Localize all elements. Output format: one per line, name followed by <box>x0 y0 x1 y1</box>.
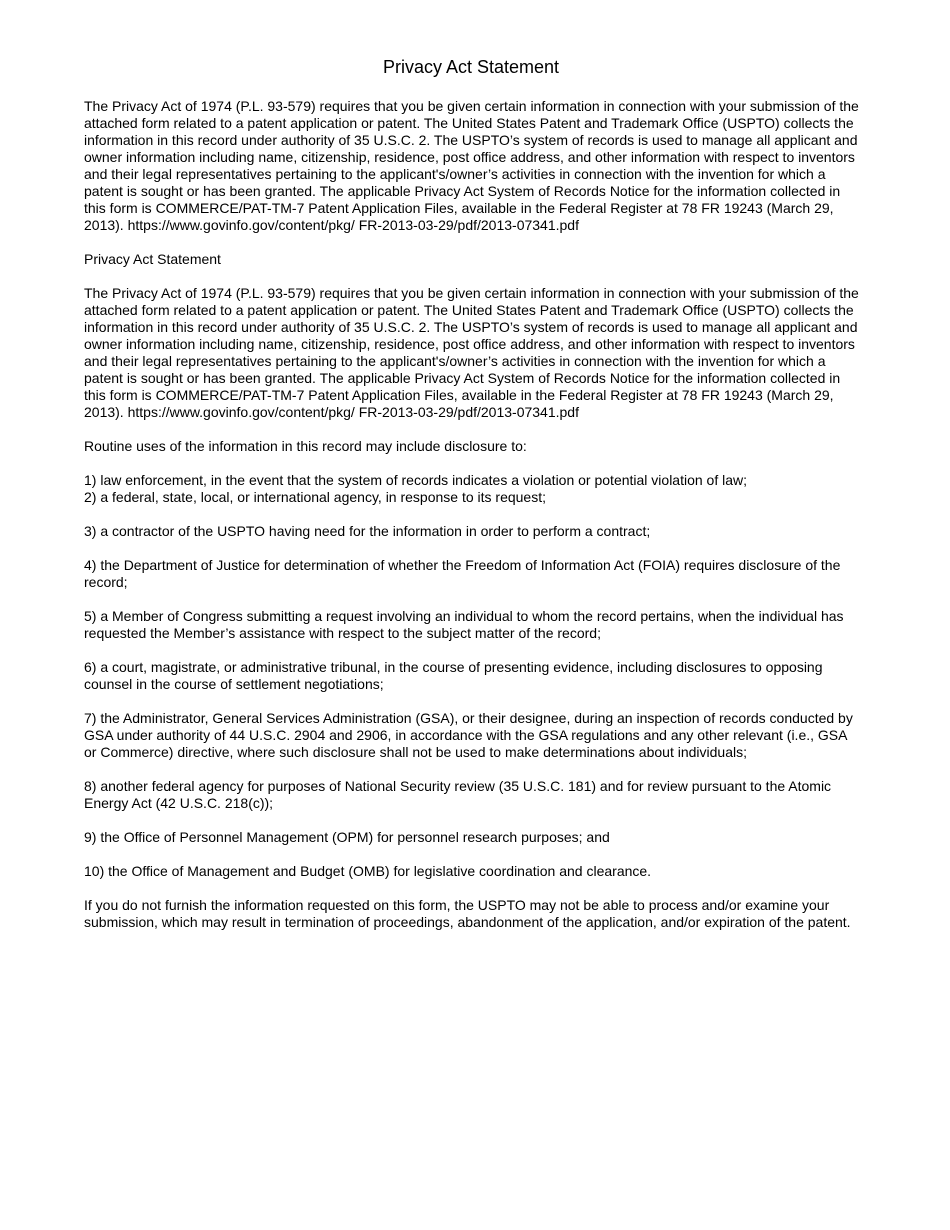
paragraph-privacy-act-1: The Privacy Act of 1974 (P.L. 93-579) requires that you be given certain information in connection with your submission of the attached form related to a patent application or patent. The United States Patent and Trademark Office (USPTO) collects the information in this record under authority of 35 U.S.C. 2. The USPTO’s system of records is used to manage all applicant and owner information including name, citizenship, residence, post office address, and other information with respect to inventors and their legal representatives pertaining to the applicant's/owner’s activities in connection with the invention for which a patent is sought or has been granted. The applicable Privacy Act System of Records Notice for the information collected in this form is COMMERCE/PAT-TM-7 Patent Application Files, available in the Federal Register at 78 FR 19243 (March 29, 2013). https://www.govinfo.gov/content/pkg/ FR-2013-03-29/pdf/2013-07341.pdf <box>84 98 859 233</box>
list-item-use-4: 4) the Department of Justice for determination of whether the Freedom of Information Act (FOIA) requires disclosure of the record; <box>84 557 841 590</box>
list-item-use-5: 5) a Member of Congress submitting a request involving an individual to whom the record pertains, when the individual has requested the Member’s assistance with respect to the subject matter of the record; <box>84 608 844 641</box>
document-body <box>84 98 860 948</box>
closing-paragraph: If you do not furnish the information requested on this form, the USPTO may not be able to process and/or examine your submission, which may result in termination of proceedings, abandonment of the application, and/or expiration of the patent. <box>84 897 851 930</box>
list-item-use-2: 2) a federal, state, local, or international agency, in response to its request; <box>84 489 546 505</box>
list-item-use-6: 6) a court, magistrate, or administrative tribunal, in the course of presenting evidence, including disclosures to opposing counsel in the course of settlement negotiations; <box>84 659 823 692</box>
list-item-use-9: 9) the Office of Personnel Management (OPM) for personnel research purposes; and <box>84 829 610 845</box>
paragraph-privacy-act-2: The Privacy Act of 1974 (P.L. 93-579) requires that you be given certain information in connection with your submission of the attached form related to a patent application or patent. The United States Patent and Trademark Office (USPTO) collects the information in this record under authority of 35 U.S.C. 2. The USPTO’s system of records is used to manage all applicant and owner information including name, citizenship, residence, post office address, and other information with respect to inventors and their legal representatives pertaining to the applicant's/owner’s activities in connection with the invention for which a patent is sought or has been granted. The applicable Privacy Act System of Records Notice for the information collected in this form is COMMERCE/PAT-TM-7 Patent Application Files, available in the Federal Register at 78 FR 19243 (March 29, 2013). https://www.govinfo.gov/content/pkg/ FR-2013-03-29/pdf/2013-07341.pdf <box>84 285 859 420</box>
list-item-use-1: 1) law enforcement, in the event that the system of records indicates a violation or potential violation of law; <box>84 472 748 488</box>
subheading-privacy-act: Privacy Act Statement <box>84 251 221 267</box>
list-item-use-10: 10) the Office of Management and Budget (OMB) for legislative coordination and clearance. <box>84 863 652 879</box>
page-title: Privacy Act Statement <box>382 57 560 77</box>
list-item-use-8: 8) another federal agency for purposes of National Security review (35 U.S.C. 181) and for review pursuant to the Atomic Energy Act (42 U.S.C. 218(c)); <box>84 778 832 811</box>
list-item-use-3: 3) a contractor of the USPTO having need for the information in order to perform a contract; <box>84 523 651 539</box>
list-item-use-7: 7) the Administrator, General Services Administration (GSA), or their designee, during an inspection of records conducted by GSA under authority of 44 U.S.C. 2904 and 2906, in accordance with the GSA regulations and any other relevant (i.e., GSA or Commerce) directive, where such disclosure shall not be used to make determinations about individuals; <box>84 710 853 760</box>
routine-uses-intro: Routine uses of the information in this record may include disclosure to: <box>84 438 527 454</box>
